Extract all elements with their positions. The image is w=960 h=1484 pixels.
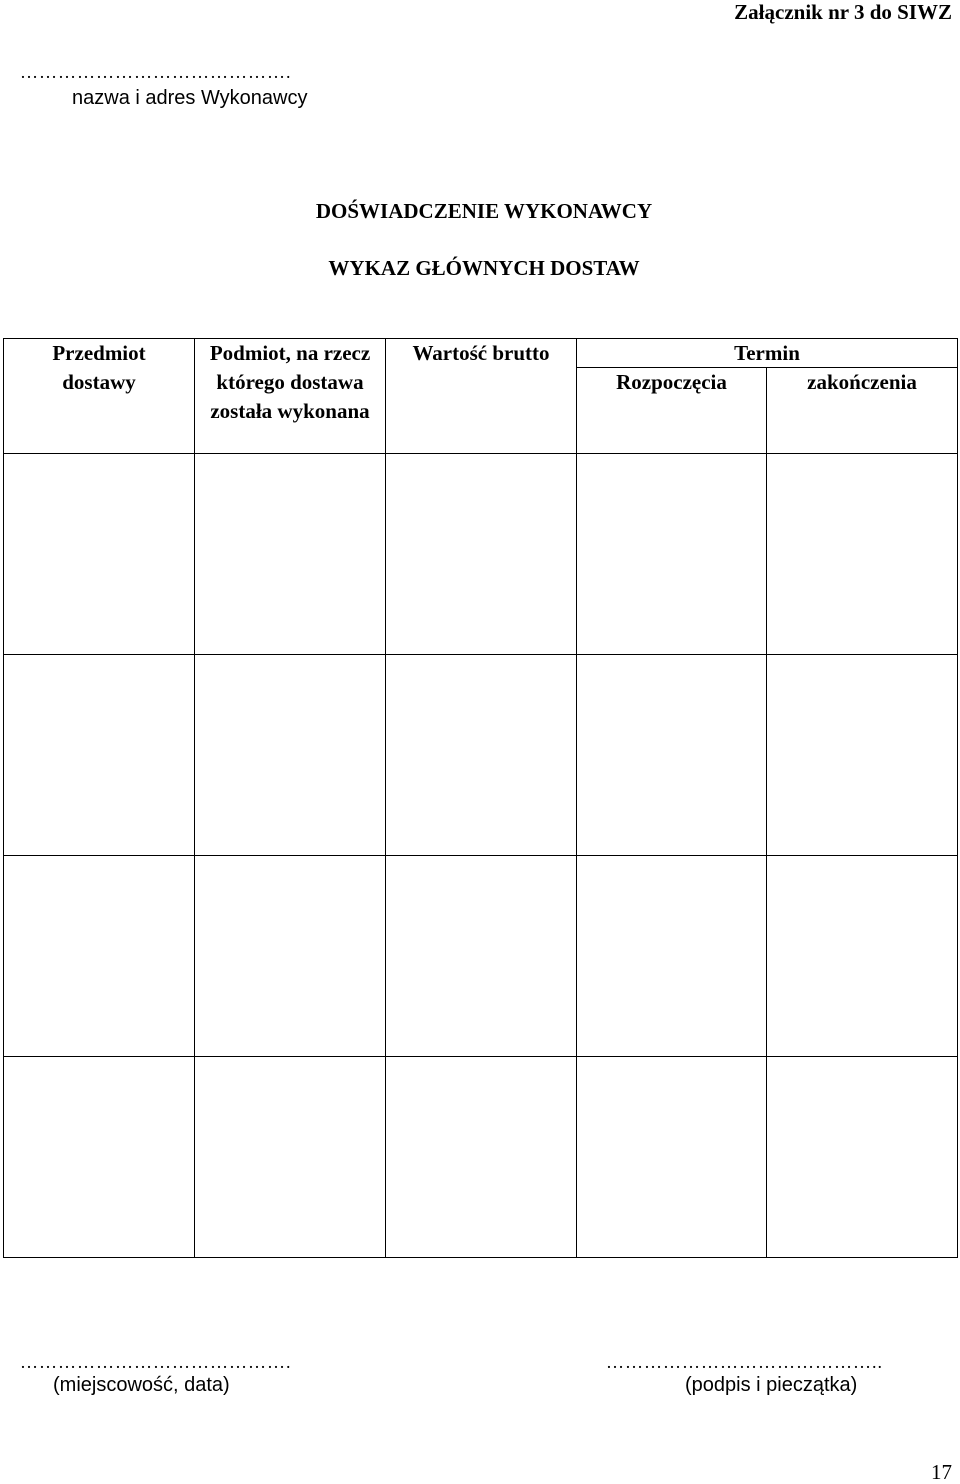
table-cell[interactable]	[767, 1057, 958, 1258]
table-cell[interactable]	[4, 655, 195, 856]
header-end	[767, 368, 958, 454]
annex-label: Załącznik nr 3 do SIWZ	[734, 0, 952, 24]
table-cell[interactable]	[386, 454, 577, 655]
header-entity-label: Podmiot, na rzecz którego dostawa została wykonana	[209, 341, 371, 423]
header-start	[577, 368, 767, 454]
signature-dots: ……………………………………..	[606, 1352, 883, 1372]
header-subject-label: Przedmiot dostawy	[52, 341, 146, 394]
table-cell[interactable]	[195, 454, 386, 655]
signature-label: (podpis i pieczątka)	[685, 1374, 858, 1396]
header-entity	[195, 339, 386, 454]
header-value	[386, 339, 577, 454]
table-header-row	[4, 339, 958, 368]
table-cell[interactable]	[4, 454, 195, 655]
table-row	[4, 856, 958, 1057]
header-subject	[4, 339, 195, 454]
table-cell[interactable]	[4, 856, 195, 1057]
table-cell[interactable]	[386, 655, 577, 856]
table-cell[interactable]	[767, 454, 958, 655]
table-cell[interactable]	[767, 856, 958, 1057]
header-term-label: Termin	[734, 341, 800, 365]
table-cell[interactable]	[577, 454, 767, 655]
table-cell[interactable]	[577, 655, 767, 856]
table-row	[4, 655, 958, 856]
page-number: 17	[931, 1460, 952, 1484]
table-cell[interactable]	[386, 856, 577, 1057]
table-cell[interactable]	[767, 655, 958, 856]
table-cell[interactable]	[577, 856, 767, 1057]
table-cell[interactable]	[195, 655, 386, 856]
contractor-label: nazwa i adres Wykonawcy	[72, 87, 308, 109]
contractor-dots-line: …………………………………….	[20, 62, 292, 82]
table-cell[interactable]	[386, 1057, 577, 1258]
document-title: DOŚWIADCZENIE WYKONAWCY	[315, 199, 653, 223]
table-row	[4, 1057, 958, 1258]
table-cell[interactable]	[195, 856, 386, 1057]
table-row	[4, 454, 958, 655]
header-start-label: Rozpoczęcia	[616, 370, 727, 394]
table-cell[interactable]	[4, 1057, 195, 1258]
table-cell[interactable]	[577, 1057, 767, 1258]
header-term	[577, 339, 958, 368]
place-date-label: (miejscowość, data)	[53, 1374, 230, 1396]
deliveries-table	[3, 338, 958, 1258]
header-end-label: zakończenia	[807, 370, 917, 394]
header-value-label: Wartość brutto	[412, 341, 550, 365]
place-date-dots: …………………………………….	[20, 1352, 292, 1372]
document-subtitle: WYKAZ GŁÓWNYCH DOSTAW	[328, 256, 640, 280]
table-cell[interactable]	[195, 1057, 386, 1258]
